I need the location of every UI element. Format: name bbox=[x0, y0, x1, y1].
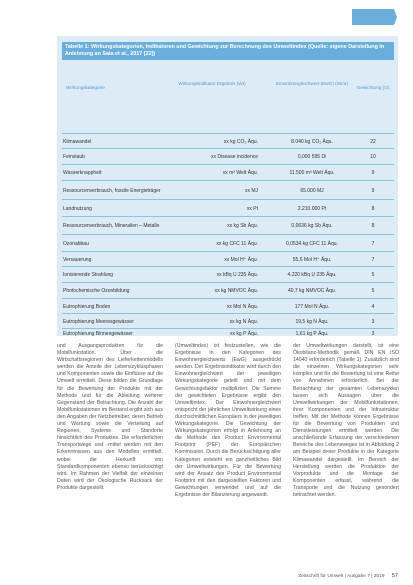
table-row bbox=[62, 234, 394, 252]
table-cell-ewg: 0,000 595 Di bbox=[297, 154, 327, 160]
table-cell-weight: 5 bbox=[371, 272, 375, 278]
table-cell-category: Klimawandel bbox=[63, 138, 92, 145]
table-caption: Tabelle 1: Wirkungskategorien, Indikatoren und Gewichtung zur Berechnung des Umweltindex (Quelle: eigene Darstellung in Anlehnung an Sala et al., 2017 [22]) bbox=[62, 42, 394, 60]
table-cell-category: Photochemische Ozonbildung bbox=[63, 288, 130, 294]
journal-logo-icon bbox=[350, 7, 398, 27]
journal-logo-text: STEM bbox=[6, 4, 42, 16]
journal-name: Zeitschrift für Umwelt | Ausgabe 7 | 2019 bbox=[298, 574, 385, 579]
table-cell-weight: 4 bbox=[371, 303, 375, 310]
table-cell-indicator: xx Mol H⁺ Äqu. bbox=[224, 256, 258, 263]
table-row bbox=[62, 251, 394, 267]
table-cell-indicator: xx kg N Äqu. bbox=[229, 318, 258, 325]
table-cell-ewg: 65.000 MJ bbox=[300, 187, 324, 194]
table-cell-category: Wasserknappheit bbox=[63, 170, 102, 176]
table-cell-weight: 8 bbox=[371, 205, 375, 212]
table-cell-weight: 5 bbox=[371, 288, 375, 294]
table-cell-category: Ressourcenverbrauch, Mineralien – Metalle bbox=[63, 223, 160, 229]
table-cell-indicator: xx kg NMVOC Äqu. bbox=[214, 288, 258, 294]
table-cell-ewg: 55,6 Mol H⁺ Äqu. bbox=[292, 256, 332, 263]
table-cell-weight: 22 bbox=[370, 138, 376, 145]
header-indicator: Wirkungsindikator Ergebnis (WI) bbox=[178, 81, 246, 86]
table-cell-indicator: xx kg CFC 11 Äqu. bbox=[216, 240, 258, 247]
table-cell-category: Eutrophierung Boden bbox=[63, 303, 111, 310]
text-column-1: und Ausgangsprodukten für die Mobilfunkstation. Über die Wirtschaftsregionen des Lieferkettenmodells werden die Anteile der Lebenszyklusphasen und Komponenten sowie die Einflüsse auf die Umwelt ermittelt. Diese bilden die Grundlage für die Bewertung der Produkte mit der Methode und für die Ableitung weiterer Gegenstand der Betrachtung. Die Anzahl der Mobilfunkstationen im Bestand ergibt sich aus den Angaben der Netzbetreiber, deren Betrieb und Wartung sowie die Verteilung auf Regionen, Systeme und Standorte hinsichtlich des Produktes. Die erforderlichen Transportwege und -mittel werden mit den Erkenntnissen aus den Modellen ermittelt, wobei die Herkunft von Standardkomponenten ebenso berücksichtigt wird. Im Rahmen der Vielfalt der einzelnen Daten wird der Ökologische Rucksack der Produkte dargestellt. bbox=[57, 343, 163, 491]
table-cell-indicator: xx kg CO₂ Äqu. bbox=[223, 138, 258, 145]
table-cell-weight: 3 bbox=[371, 318, 375, 325]
table-cell-category: Feinstaub bbox=[63, 154, 85, 160]
table-cell-ewg: 177 Mol N Äqu. bbox=[294, 303, 330, 310]
table-cell-ewg: 1,61 kg P Äqu. bbox=[295, 331, 329, 337]
table-cell-ewg: 4.220 kBq U 235 Äqu. bbox=[287, 272, 337, 278]
header-weight: Gewichtung (G) bbox=[356, 85, 390, 90]
table-cell-indicator: xx kg Sb Äqu. bbox=[227, 223, 258, 229]
table-cell-indicator: xx Pt bbox=[246, 205, 258, 212]
table-cell-weight: 7 bbox=[371, 256, 375, 263]
table-cell-weight: 9 bbox=[371, 170, 375, 176]
header-category: Wirkungskategorie bbox=[66, 85, 105, 90]
table-cell-indicator: xx Disease incidence bbox=[211, 154, 258, 160]
table-cell-category: Landnutzung bbox=[63, 205, 92, 212]
table-cell-ewg: 40,7 kg NMVOC Äqu. bbox=[287, 288, 337, 294]
table-cell-category: Versauerung bbox=[63, 256, 92, 263]
table-cell-weight: 9 bbox=[371, 187, 375, 194]
table-row bbox=[62, 180, 394, 200]
table-row bbox=[62, 282, 394, 299]
table-row bbox=[62, 298, 394, 314]
table-cell-category: Eutrophierung Meeresgewässer bbox=[63, 318, 134, 325]
table-cell-ewg: 19,5 kg N Äqu. bbox=[295, 318, 329, 325]
table-cell-category: Ozonabbau bbox=[63, 240, 89, 247]
header-ewg: Einwohnergleichwert (EwG) (WI/a) bbox=[276, 81, 348, 86]
table-cell-category: Ionisierende Strahlung bbox=[63, 272, 114, 278]
table-cell-ewg: 0,0534 kg CFC 11 Äqu. bbox=[286, 240, 338, 247]
table-cell-category: Ressourcenverbrauch, fossile Energieträger bbox=[63, 187, 161, 194]
page-footer bbox=[298, 573, 398, 579]
table-header bbox=[62, 69, 394, 109]
table-row bbox=[62, 164, 394, 181]
table-cell-indicator: xx m³ Welt Äqu. bbox=[222, 170, 258, 176]
table-cell-category: Eutrophierung Binnengewässer bbox=[63, 331, 133, 337]
page-number: 57 bbox=[391, 573, 398, 579]
table-cell-indicator: xx kg P Äqu. bbox=[230, 331, 258, 337]
table-cell-weight: 8 bbox=[371, 223, 375, 229]
table-row bbox=[62, 199, 394, 217]
table-cell-ewg: 0,0636 kg Sb Äqu. bbox=[291, 223, 333, 229]
table-row bbox=[62, 216, 394, 235]
table-cell-weight: 10 bbox=[370, 154, 376, 160]
table-cell-ewg: 2.210.000 Pt bbox=[297, 205, 327, 212]
text-column-3: der Umweltwirkungen darstellt, ist eine Ökobilanz-Methodik gemäß DIN EN ISO 14040 erforderlich (Tabelle 1). Zusätzlich sind die einzelnen Wirkungskategorien sehr komplex und für die Bewertung ist eine Reihe von Annahmen erforderlich. Bei der Betrachtung der gesamten Lebenszyklen lassen sich Aussagen über die Umweltwirkungen der Mobilfunkstationen, ihrer Komponenten und der Infrastruktur treffen. Mit der Methode können Ergebnisse für die Bewertung von Produkten und Dienstleistungen ermittelt werden. Die anschließende Erfassung der verschiedenen Bereiche des Lebensweges ist in Abbildung 2 am Beispiel dreier Produkte in der Kategorie Klimawandel dargestellt. Im Bereich der Herstellung werden die Produktion der Vorprodukte und die Montage der Komponenten erfasst, während die Transporte und die Nutzung gesondert betrachtet werden. bbox=[293, 343, 399, 498]
table-cell-weight: 7 bbox=[371, 240, 375, 247]
table-cell-indicator: xx MJ bbox=[244, 187, 258, 194]
table-row bbox=[62, 133, 394, 149]
table-cell-indicator: xx kBq U 235 Äqu. bbox=[216, 272, 258, 278]
table-cell-ewg: 11.500 m³ Welt Äqu. bbox=[289, 170, 335, 176]
text-column-2: (Umweltindex) ist festzustellen, wie die Ergebnisse in den Kategorien des Einwohnergleichwerts (EwG) ausgedrückt werden. Der Ergebnisindikator wird durch den Einwohnergleichwert der jeweiligen Wirkungskategorie geteilt und mit dem Gewichtungsfaktor multipliziert. Die Summe der gewichteten Ergebnisse ergibt den Umweltindex. Der Einwohnergleichwert entspricht der jährlichen Umweltwirkung eines durchschnittlichen Europäers in der jeweiligen Wirkungskategorie. Die Gewichtung der Wirkungskategorien erfolgt in Anlehnung an die Methode des Product Environmental Footprint (PEF) der Europäischen Kommission. Durch die Berücksichtigung aller Kategorien entsteht ein ganzheitliches Bild der Umweltwirkungen. Für die Bewertung wird der Ansatz des Product Environmental Footprint mit den dargestellten Faktoren und Gewichtungen verwendet und auf die Ergebnisse der Bilanzierung angewandt. bbox=[175, 343, 281, 498]
table-row bbox=[62, 148, 394, 165]
table-cell-ewg: 8.040 kg CO₂ Äqu. bbox=[291, 138, 333, 145]
table-row bbox=[62, 313, 394, 329]
table-row bbox=[62, 328, 394, 339]
table-cell-weight: 3 bbox=[371, 331, 375, 337]
table-row bbox=[62, 266, 394, 283]
table-cell-indicator: xx Mol N Äqu. bbox=[226, 303, 258, 310]
